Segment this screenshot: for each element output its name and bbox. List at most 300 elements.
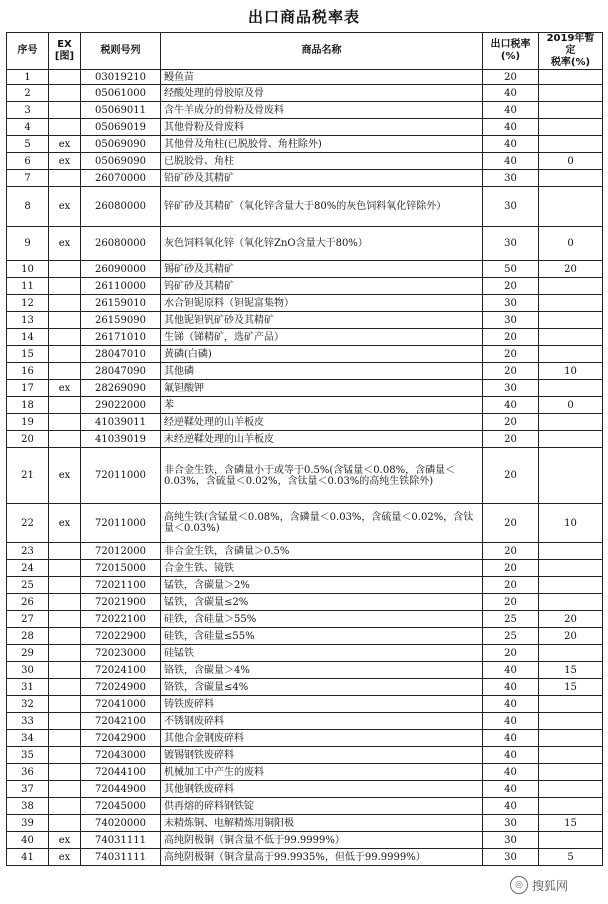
ex-cell [49,85,81,102]
header-ex [49,33,81,70]
code-cell: 72012000 [81,543,161,560]
seq-cell: 29 [7,645,49,662]
ex-cell [49,662,81,679]
seq-cell: 25 [7,577,49,594]
table-row [7,679,603,696]
temp-rate-cell [539,431,603,448]
temp-rate-cell [539,798,603,815]
name-cell: 其他钢铁废碎料 [161,781,483,798]
seq-cell: 19 [7,414,49,431]
temp-rate-cell [539,747,603,764]
header-name [161,33,483,70]
table-row [7,70,603,85]
header-code [81,33,161,70]
ex-cell [49,594,81,611]
rate-cell: 40 [483,85,539,102]
table-row [7,227,603,261]
temp-rate-cell [539,832,603,849]
temp-rate-cell: 15 [539,815,603,832]
name-cell: 其他合金钢废碎料 [161,730,483,747]
name-cell: 氟钽酸钾 [161,380,483,397]
rate-cell: 50 [483,261,539,278]
name-cell: 铸铁废碎料 [161,696,483,713]
rate-cell: 30 [483,187,539,227]
ex-cell [49,781,81,798]
temp-rate-cell [539,278,603,295]
name-cell: 机械加工中产生的废料 [161,764,483,781]
temp-rate-cell [539,380,603,397]
ex-cell [49,70,81,85]
code-cell: 72023000 [81,645,161,662]
code-cell: 74020000 [81,815,161,832]
name-cell: 其他骨粉及骨废料 [161,119,483,136]
seq-cell: 15 [7,346,49,363]
code-cell: 26090000 [81,261,161,278]
rate-cell: 25 [483,628,539,645]
temp-rate-cell [539,560,603,577]
page-title: 出口商品税率表 [247,8,360,26]
code-cell: 72043000 [81,747,161,764]
name-cell: 其他铌钽钒矿砂及其精矿 [161,312,483,329]
name-cell: 未经逆鞣处理的山羊板皮 [161,431,483,448]
name-cell: 锰铁，含碳量≤2% [161,594,483,611]
seq-cell: 26 [7,594,49,611]
code-cell: 72044100 [81,764,161,781]
code-cell: 26110000 [81,278,161,295]
name-cell: 高纯阴极铜（铜含量不低于99.9999%） [161,832,483,849]
seq-cell: 9 [7,227,49,261]
seq-cell: 24 [7,560,49,577]
table-row [7,781,603,798]
seq-cell: 11 [7,278,49,295]
ex-cell [49,119,81,136]
temp-rate-cell: 10 [539,363,603,380]
seq-cell: 20 [7,431,49,448]
seq-cell: 35 [7,747,49,764]
code-cell: 05069011 [81,102,161,119]
temp-rate-cell: 10 [539,504,603,543]
rate-cell: 30 [483,227,539,261]
seq-cell: 31 [7,679,49,696]
name-cell: 非合金生铁，含磷量小于或等于0.5%(含锰量＜0.08%，含磷量＜0.03%，含硫量＜0.02%，含钛量＜0.03%的高纯生铁除外) [161,448,483,504]
ex-cell [49,363,81,380]
name-cell: 黄磷(白磷) [161,346,483,363]
ex-cell [49,312,81,329]
table-row [7,136,603,153]
seq-cell: 4 [7,119,49,136]
rate-cell: 40 [483,798,539,815]
name-cell: 鳗鱼苗 [161,70,483,85]
code-cell: 72041000 [81,696,161,713]
name-cell: 灰色饲料氧化锌（氧化锌ZnO含量大于80%） [161,227,483,261]
code-cell: 74031111 [81,849,161,866]
table-row [7,312,603,329]
name-cell: 经逆鞣处理的山羊板皮 [161,414,483,431]
temp-rate-cell [539,312,603,329]
table-row [7,577,603,594]
rate-cell: 20 [483,560,539,577]
table-row [7,662,603,679]
ex-cell: ex [49,380,81,397]
code-cell: 28047010 [81,346,161,363]
ex-cell [49,346,81,363]
ex-cell [49,764,81,781]
seq-cell: 41 [7,849,49,866]
rate-cell: 20 [483,70,539,85]
table-row [7,153,603,170]
temp-rate-cell [539,543,603,560]
name-cell: 铬铁，含碳量≤4% [161,679,483,696]
ex-cell [49,278,81,295]
rate-cell: 40 [483,747,539,764]
seq-cell: 12 [7,295,49,312]
code-cell: 72024100 [81,662,161,679]
header-row [7,33,603,70]
name-cell: 高纯生铁(含锰量＜0.08%，含磷量＜0.03%，含硫量＜0.02%，含钛量＜0.03%) [161,504,483,543]
rate-cell: 20 [483,363,539,380]
ex-cell [49,414,81,431]
name-cell: 镀锡钢铁废碎料 [161,747,483,764]
header-rate-label: 出口税率 (%) [490,39,531,62]
rate-cell: 20 [483,346,539,363]
seq-cell: 18 [7,397,49,414]
table-header [7,33,603,70]
sohu-logo-icon: ◎ [510,876,528,894]
table-row [7,543,603,560]
name-cell: 硅铁，含硅量≤55% [161,628,483,645]
rate-cell: 20 [483,431,539,448]
rate-cell: 40 [483,679,539,696]
temp-rate-cell [539,645,603,662]
table-row [7,628,603,645]
seq-cell: 21 [7,448,49,504]
code-cell: 26080000 [81,227,161,261]
ex-cell [49,560,81,577]
ex-cell [49,261,81,278]
code-cell: 26171010 [81,329,161,346]
ex-cell [49,295,81,312]
rate-cell: 40 [483,696,539,713]
rate-cell: 20 [483,645,539,662]
name-cell: 水合钽铌原料（钽铌富集物） [161,295,483,312]
rate-cell: 40 [483,102,539,119]
name-cell: 其他骨及角柱(已脱胶骨、角柱除外) [161,136,483,153]
code-cell: 05069090 [81,136,161,153]
rate-cell: 30 [483,295,539,312]
rate-cell: 20 [483,543,539,560]
rate-cell: 20 [483,329,539,346]
code-cell: 41039011 [81,414,161,431]
ex-cell: ex [49,504,81,543]
table-row [7,764,603,781]
seq-cell: 40 [7,832,49,849]
watermark [506,874,594,896]
name-cell: 钨矿砂及其精矿 [161,278,483,295]
rate-cell: 40 [483,662,539,679]
name-cell: 非合金生铁，含磷量＞0.5% [161,543,483,560]
temp-rate-cell: 15 [539,679,603,696]
header-name-label: 商品名称 [301,45,342,56]
table-row [7,278,603,295]
code-cell: 72021100 [81,577,161,594]
code-cell: 29022000 [81,397,161,414]
ex-cell [49,611,81,628]
rate-cell: 20 [483,594,539,611]
table-row [7,329,603,346]
name-cell: 其他磷 [161,363,483,380]
code-cell: 03019210 [81,70,161,85]
seq-cell: 1 [7,70,49,85]
rate-cell: 30 [483,815,539,832]
watermark-text: 搜狐网 [532,878,569,893]
header-ex-label: EX [图] [54,39,75,62]
table-row [7,594,603,611]
code-cell: 72045000 [81,798,161,815]
tax-rate-table [6,32,603,866]
temp-rate-cell: 15 [539,662,603,679]
rate-cell: 25 [483,611,539,628]
table-row [7,346,603,363]
temp-rate-cell [539,119,603,136]
seq-cell: 22 [7,504,49,543]
name-cell: 硅铁，含硅量＞55% [161,611,483,628]
table-row [7,414,603,431]
temp-rate-cell [539,713,603,730]
ex-cell [49,730,81,747]
header-seq-label: 序号 [17,45,38,56]
seq-cell: 10 [7,261,49,278]
table-row [7,560,603,577]
rate-cell: 20 [483,414,539,431]
ex-cell [49,102,81,119]
temp-rate-cell [539,781,603,798]
name-cell: 生锑（锑精矿，选矿产品） [161,329,483,346]
code-cell: 74031111 [81,832,161,849]
code-cell: 41039019 [81,431,161,448]
temp-rate-cell: 20 [539,628,603,645]
seq-cell: 27 [7,611,49,628]
table-row [7,261,603,278]
table-row [7,85,603,102]
name-cell: 锰铁，含碳量＞2% [161,577,483,594]
table-row [7,747,603,764]
name-cell: 已脱胶骨、角柱 [161,153,483,170]
temp-rate-cell [539,764,603,781]
table-row [7,832,603,849]
table-row [7,849,603,866]
name-cell: 铬铁，含碳量＞4% [161,662,483,679]
code-cell: 05069090 [81,153,161,170]
table-row [7,645,603,662]
table-row [7,798,603,815]
table-row [7,611,603,628]
rate-cell: 20 [483,577,539,594]
code-cell: 26070000 [81,170,161,187]
code-cell: 26159090 [81,312,161,329]
seq-cell: 17 [7,380,49,397]
code-cell: 05069019 [81,119,161,136]
seq-cell: 8 [7,187,49,227]
temp-rate-cell: 0 [539,397,603,414]
temp-rate-cell: 20 [539,261,603,278]
code-cell: 72024900 [81,679,161,696]
rate-cell: 40 [483,153,539,170]
code-cell: 72042900 [81,730,161,747]
temp-rate-cell [539,448,603,504]
code-cell: 72011000 [81,504,161,543]
table-row [7,119,603,136]
ex-cell [49,747,81,764]
ex-cell: ex [49,153,81,170]
code-cell: 72015000 [81,560,161,577]
ex-cell [49,397,81,414]
ex-cell [49,645,81,662]
code-cell: 28047090 [81,363,161,380]
name-cell: 硅锰铁 [161,645,483,662]
seq-cell: 32 [7,696,49,713]
rate-cell: 40 [483,730,539,747]
name-cell: 不锈钢废碎料 [161,713,483,730]
temp-rate-cell [539,295,603,312]
name-cell: 未精炼铜、电解精炼用铜阳极 [161,815,483,832]
header-rate [483,33,539,70]
name-cell: 高纯阴极铜（铜含量高于99.9935%，但低于99.9999%） [161,849,483,866]
name-cell: 合金生铁、镜铁 [161,560,483,577]
name-cell: 苯 [161,397,483,414]
table-row [7,713,603,730]
table-row [7,431,603,448]
ex-cell [49,815,81,832]
seq-cell: 37 [7,781,49,798]
name-cell: 供再熔的碎料钢铁锭 [161,798,483,815]
rate-cell: 30 [483,380,539,397]
seq-cell: 34 [7,730,49,747]
seq-cell: 28 [7,628,49,645]
ex-cell: ex [49,136,81,153]
name-cell: 经酸处理的骨胶原及骨 [161,85,483,102]
table-row [7,448,603,504]
rate-cell: 30 [483,832,539,849]
header-temp-rate-label: 2019年暂定 税率(%) [546,33,595,68]
ex-cell: ex [49,849,81,866]
table-row [7,397,603,414]
temp-rate-cell [539,414,603,431]
table-row [7,102,603,119]
rate-cell: 30 [483,170,539,187]
ex-cell [49,798,81,815]
header-seq [7,33,49,70]
temp-rate-cell [539,170,603,187]
table-row [7,170,603,187]
seq-cell: 6 [7,153,49,170]
temp-rate-cell [539,696,603,713]
temp-rate-cell [539,730,603,747]
table-row [7,187,603,227]
name-cell: 铅矿砂及其精矿 [161,170,483,187]
seq-cell: 7 [7,170,49,187]
name-cell: 锌矿砂及其精矿（氧化锌含量大于80%的灰色饲料氧化锌除外） [161,187,483,227]
table-row [7,730,603,747]
temp-rate-cell [539,346,603,363]
temp-rate-cell [539,594,603,611]
code-cell: 72042100 [81,713,161,730]
rate-cell: 40 [483,119,539,136]
rate-cell: 20 [483,278,539,295]
rate-cell: 40 [483,136,539,153]
temp-rate-cell [539,102,603,119]
rate-cell: 40 [483,764,539,781]
code-cell: 72011000 [81,448,161,504]
header-code-label: 税则号列 [100,45,141,56]
code-cell: 28269090 [81,380,161,397]
code-cell: 26159010 [81,295,161,312]
code-cell: 26080000 [81,187,161,227]
seq-cell: 2 [7,85,49,102]
table-row [7,696,603,713]
rate-cell: 20 [483,448,539,504]
temp-rate-cell [539,577,603,594]
seq-cell: 14 [7,329,49,346]
seq-cell: 39 [7,815,49,832]
rate-cell: 40 [483,781,539,798]
header-temp-rate [539,33,603,70]
temp-rate-cell [539,329,603,346]
seq-cell: 13 [7,312,49,329]
ex-cell [49,628,81,645]
ex-cell [49,696,81,713]
ex-cell [49,543,81,560]
ex-cell [49,170,81,187]
ex-cell [49,329,81,346]
seq-cell: 33 [7,713,49,730]
name-cell: 锡矿砂及其精矿 [161,261,483,278]
temp-rate-cell: 0 [539,153,603,170]
code-cell: 72022900 [81,628,161,645]
seq-cell: 30 [7,662,49,679]
ex-cell: ex [49,832,81,849]
rate-cell: 40 [483,397,539,414]
name-cell: 含牛羊成分的骨粉及骨废料 [161,102,483,119]
seq-cell: 36 [7,764,49,781]
code-cell: 72044900 [81,781,161,798]
table-row [7,380,603,397]
temp-rate-cell [539,136,603,153]
ex-cell [49,679,81,696]
rate-cell: 20 [483,504,539,543]
temp-rate-cell: 0 [539,227,603,261]
seq-cell: 5 [7,136,49,153]
ex-cell: ex [49,448,81,504]
code-cell: 72021900 [81,594,161,611]
table-row [7,504,603,543]
rate-cell: 30 [483,312,539,329]
temp-rate-cell [539,187,603,227]
table-body [7,70,603,866]
table-row [7,815,603,832]
seq-cell: 23 [7,543,49,560]
code-cell: 72022100 [81,611,161,628]
temp-rate-cell: 5 [539,849,603,866]
temp-rate-cell [539,70,603,85]
table-row [7,363,603,380]
temp-rate-cell: 20 [539,611,603,628]
temp-rate-cell [539,85,603,102]
seq-cell: 16 [7,363,49,380]
ex-cell [49,713,81,730]
ex-cell: ex [49,187,81,227]
rate-cell: 40 [483,713,539,730]
seq-cell: 3 [7,102,49,119]
